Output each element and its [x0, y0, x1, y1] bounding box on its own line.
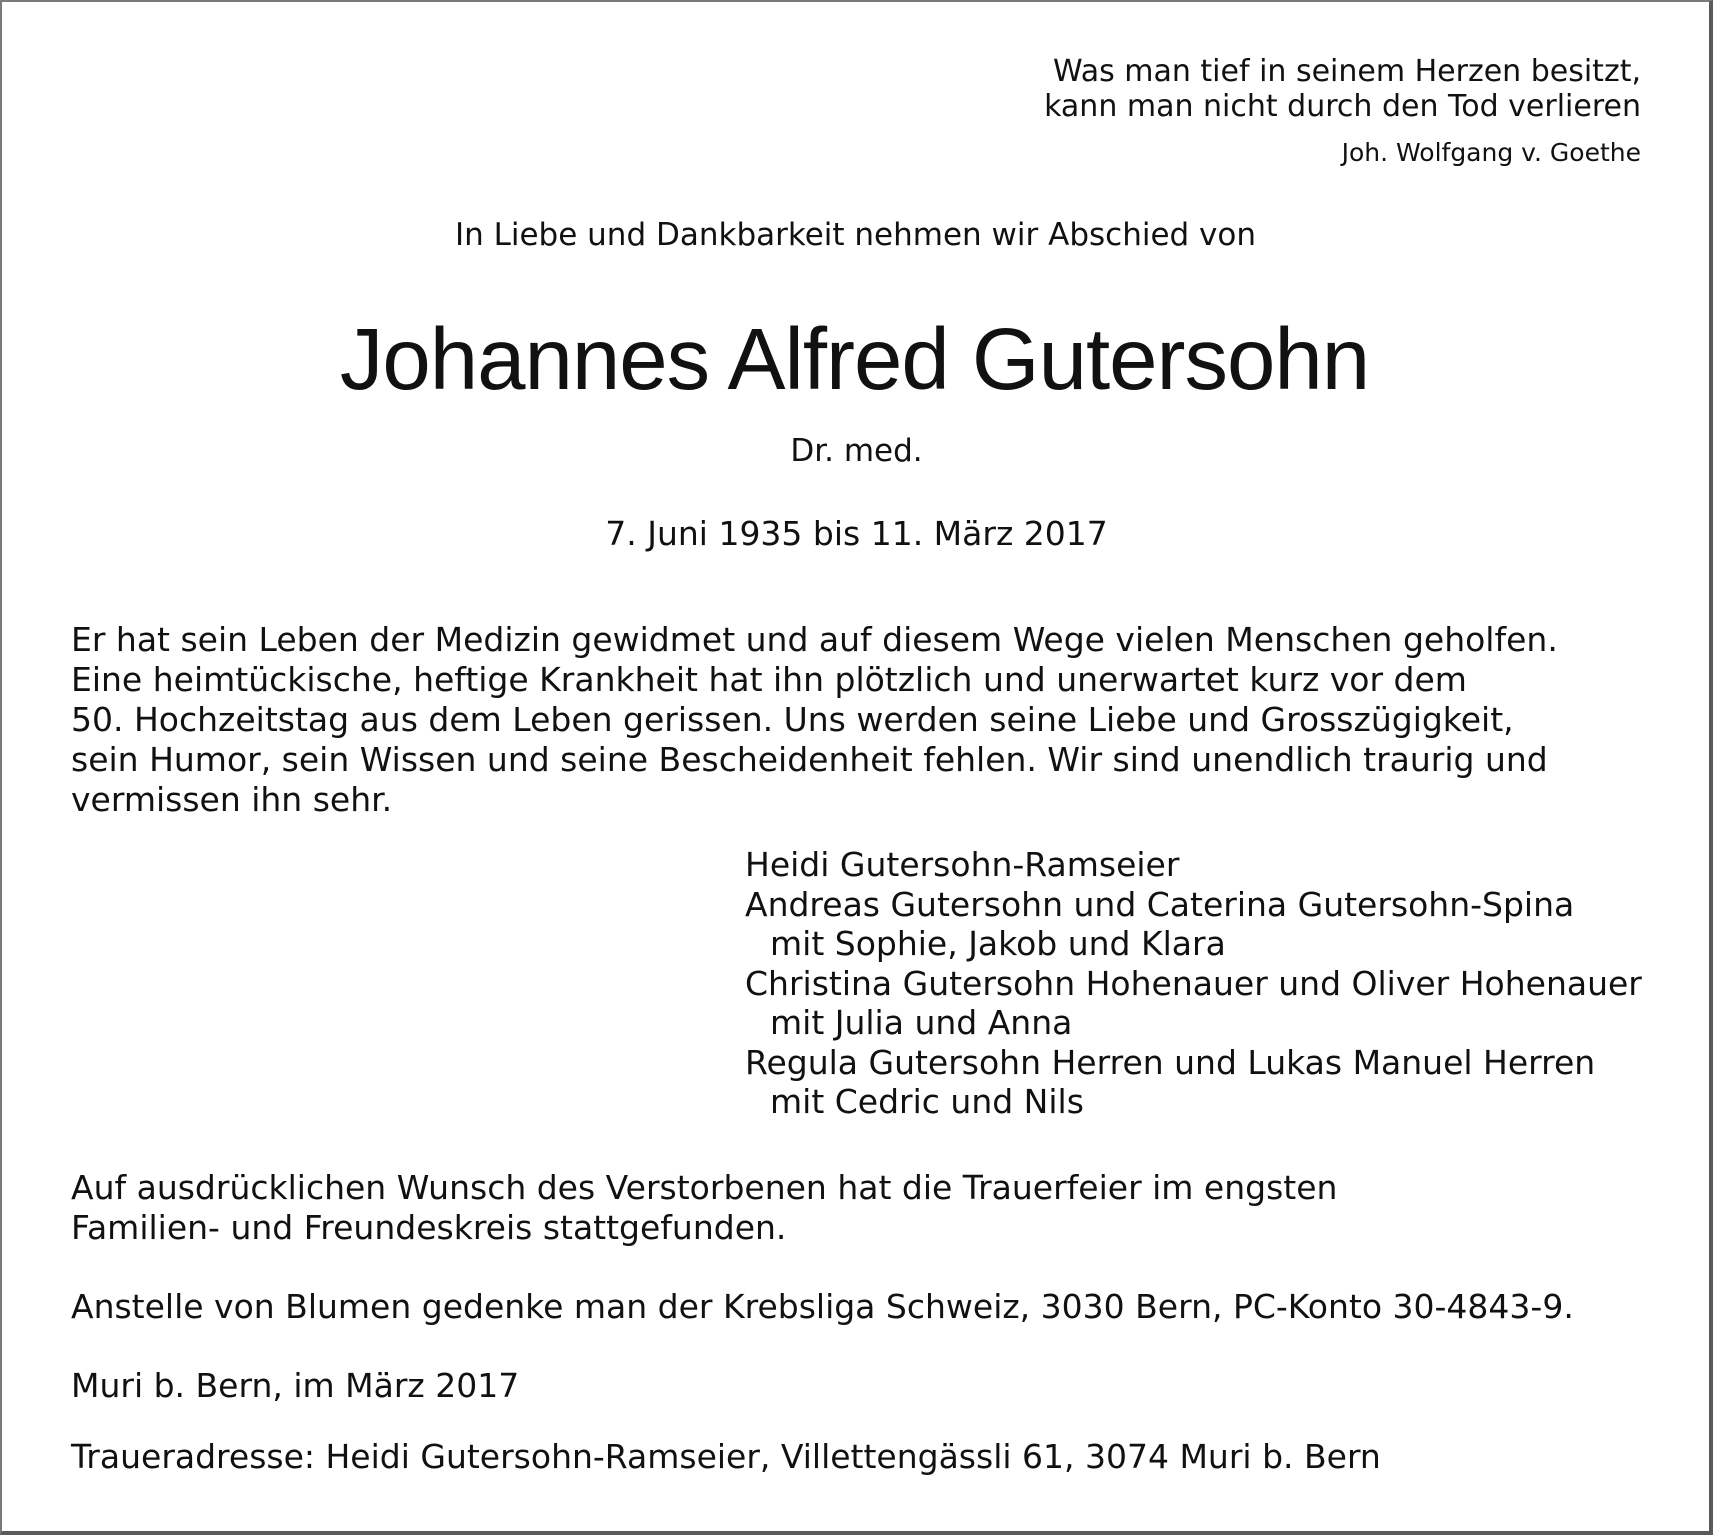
- ceremony-notice: [71, 1168, 1337, 1248]
- mourner-family: Regula Gutersohn Herren und Lukas Manuel Herren: [745, 1042, 1596, 1082]
- tribute-line: 50. Hochzeitstag aus dem Leben gerissen. Uns werden seine Liebe und Grosszügigkeit,: [71, 700, 1514, 739]
- quote-line-2: kann man nicht durch den Tod verlieren: [1044, 89, 1641, 124]
- mourner-children: mit Julia und Anna: [770, 1003, 1073, 1042]
- mourner-family: Christina Gutersohn Hohenauer und Oliver Hohenauer: [745, 963, 1642, 1003]
- goethe-quote: [1044, 54, 1641, 124]
- mourner-spouse: Heidi Gutersohn-Ramseier: [745, 845, 1180, 884]
- deceased-title: Dr. med.: [790, 433, 923, 469]
- quote-author: Joh. Wolfgang v. Goethe: [1341, 138, 1641, 167]
- deceased-name: Johannes Alfred Gutersohn: [339, 311, 1370, 408]
- tribute-paragraph: [71, 620, 1558, 820]
- life-dates: 7. Juni 1935 bis 11. März 2017: [605, 514, 1108, 553]
- tribute-line: Eine heimtückische, heftige Krankheit hat ihn plötzlich und unerwartet kurz vor dem: [71, 660, 1467, 699]
- place-and-date: Muri b. Bern, im März 2017: [71, 1366, 520, 1405]
- ceremony-line: Familien- und Freundeskreis stattgefunden.: [71, 1208, 787, 1247]
- quote-line-1: Was man tief in seinem Herzen besitzt,: [1052, 54, 1641, 89]
- mourners-list: [745, 845, 1642, 1122]
- farewell-intro: In Liebe und Dankbarkeit nehmen wir Abschied von: [454, 217, 1257, 253]
- ceremony-line: Auf ausdrücklichen Wunsch des Verstorbenen hat die Trauerfeier im engsten: [71, 1168, 1338, 1207]
- tribute-line: Er hat sein Leben der Medizin gewidmet und auf diesem Wege vielen Menschen geholfen.: [71, 620, 1558, 659]
- mourner-children: mit Cedric und Nils: [770, 1082, 1084, 1121]
- donation-notice: Anstelle von Blumen gedenke man der Krebsliga Schweiz, 3030 Bern, PC-Konto 30-4843-9.: [71, 1287, 1574, 1326]
- mourner-family: Andreas Gutersohn und Caterina Gutersohn-Spina: [745, 884, 1575, 924]
- mourner-children: mit Sophie, Jakob und Klara: [770, 924, 1226, 963]
- tribute-line: vermissen ihn sehr.: [71, 780, 393, 819]
- tribute-line: sein Humor, sein Wissen und seine Bescheidenheit fehlen. Wir sind unendlich traurig und: [71, 740, 1548, 779]
- mourning-address: Traueradresse: Heidi Gutersohn-Ramseier, Villettengässli 61, 3074 Muri b. Bern: [71, 1437, 1381, 1476]
